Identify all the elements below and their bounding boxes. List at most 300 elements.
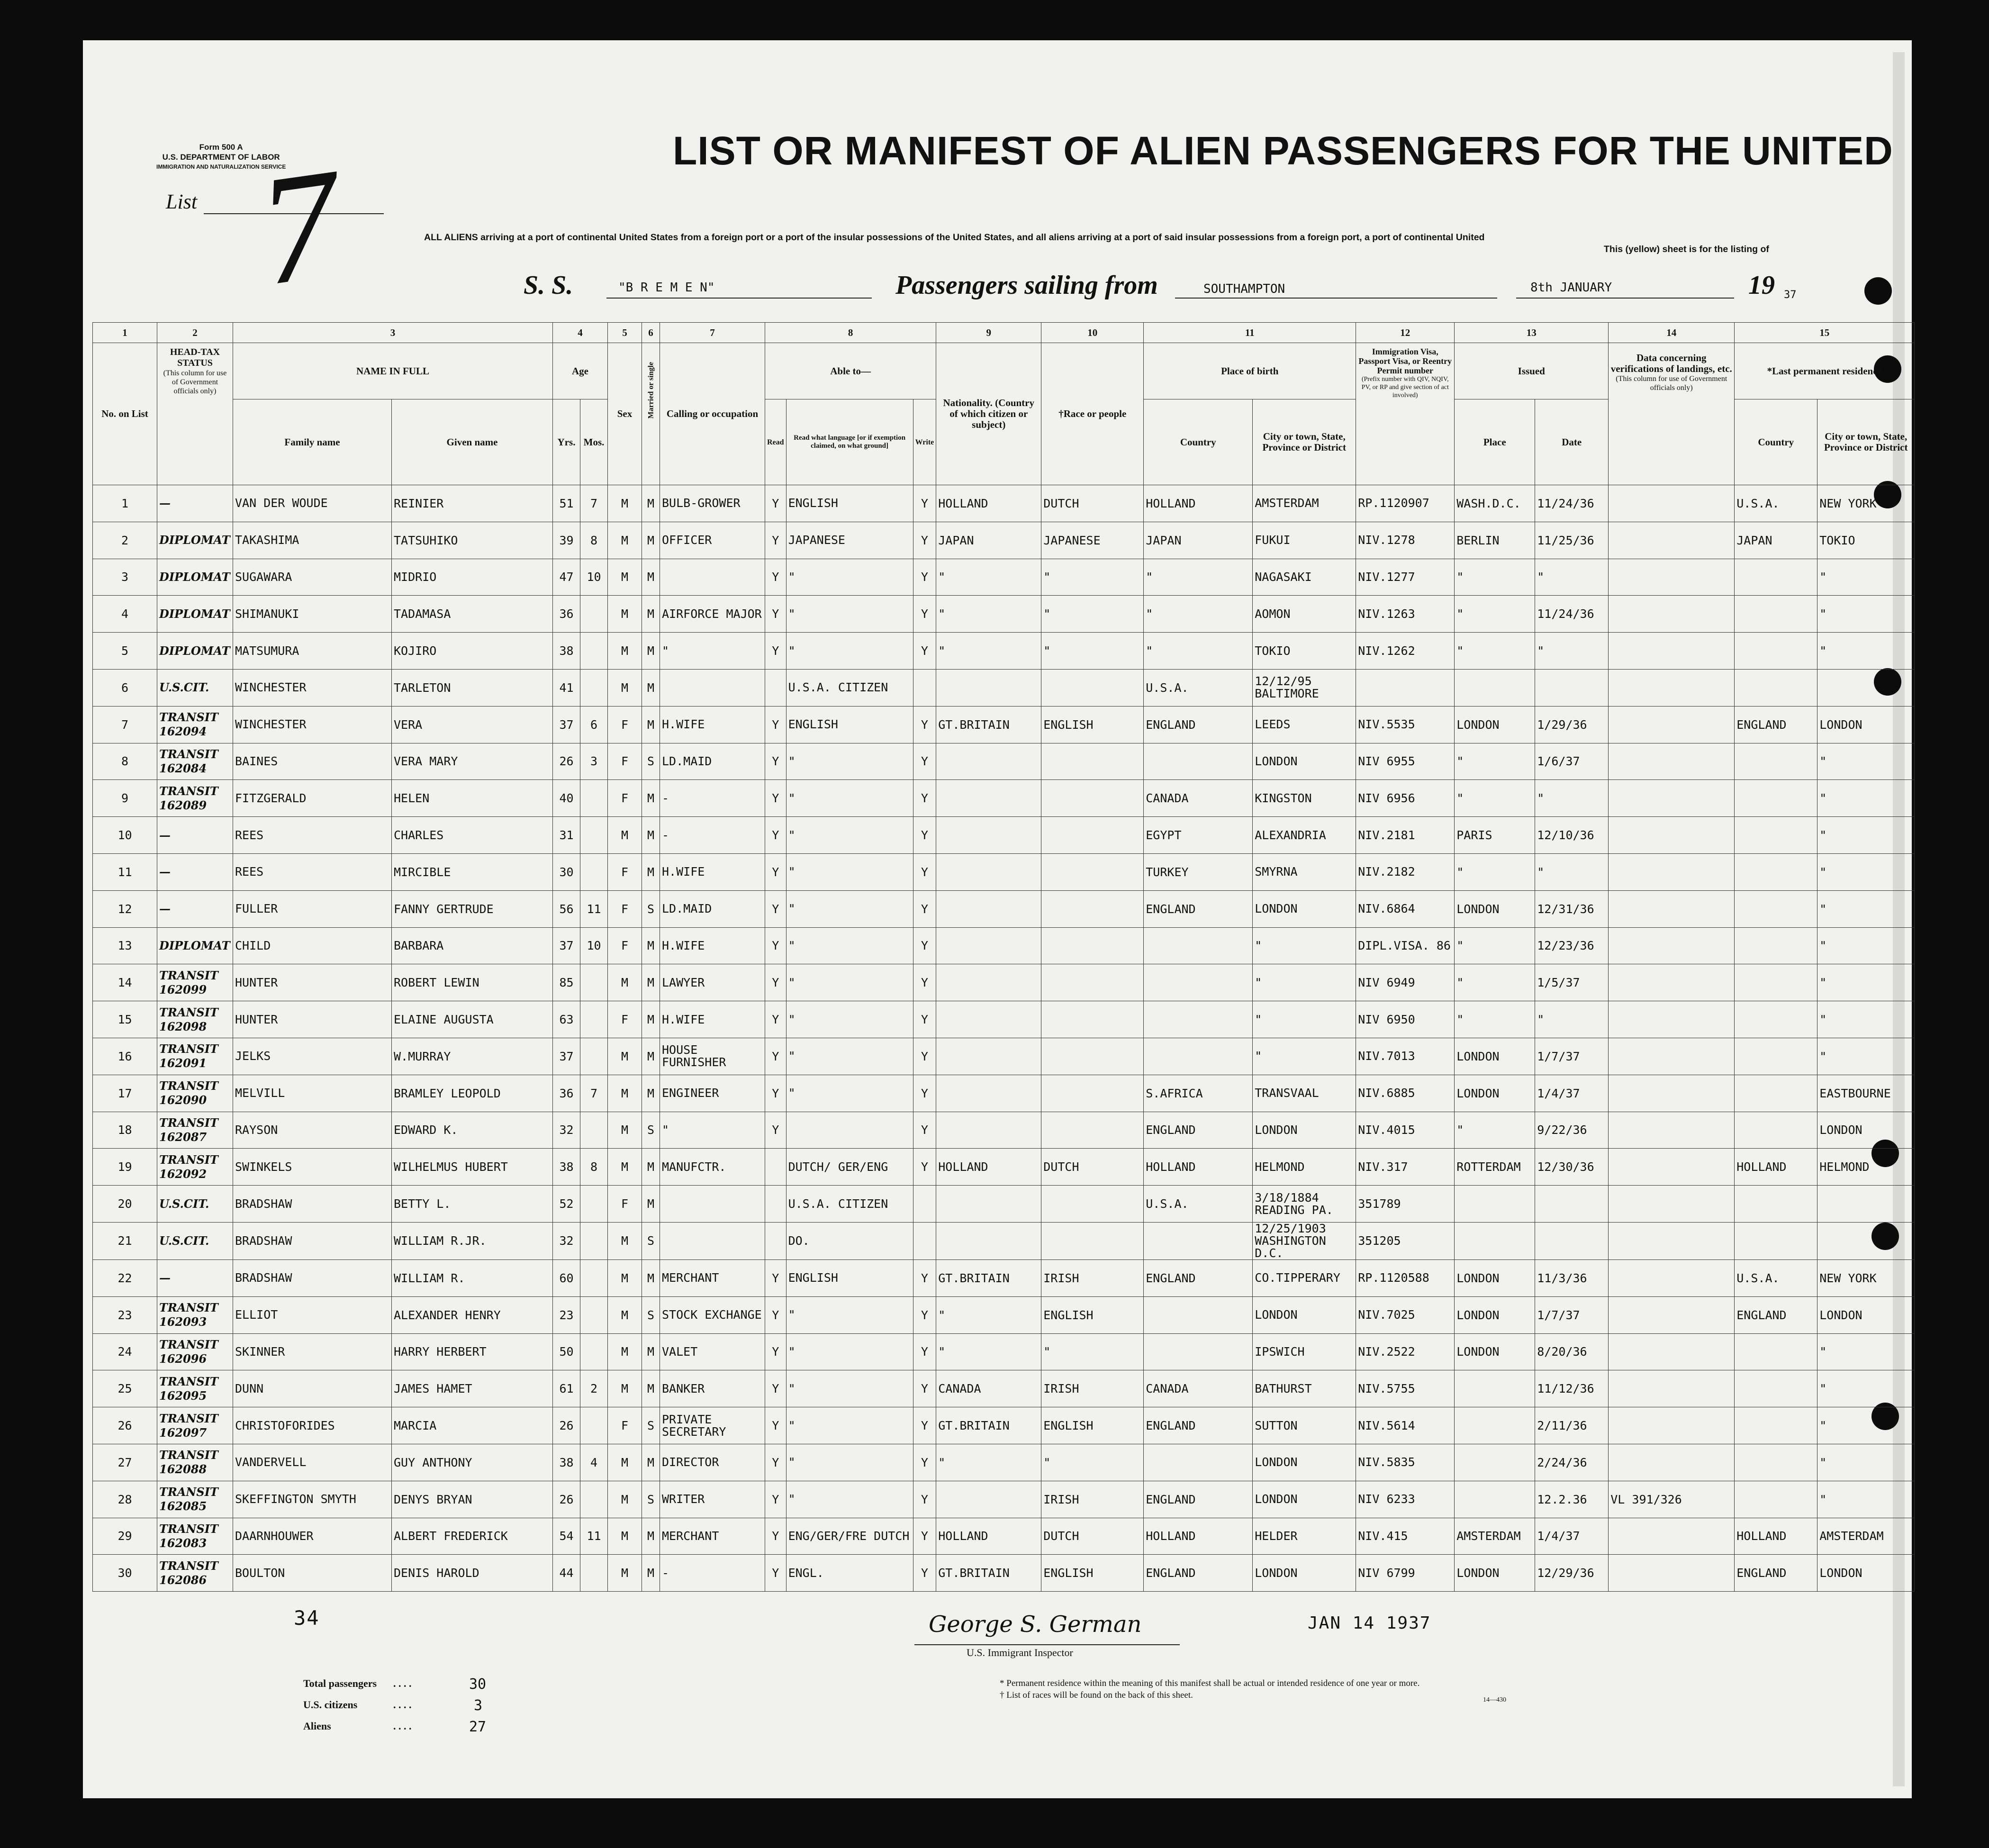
read-language: " [786,890,913,927]
issued-place: PARIS [1455,817,1535,854]
visa-number: NIV 6949 [1356,964,1455,1001]
head-tax-status: TRANSIT 162088 [157,1444,233,1481]
family-name: SKEFFINGTON SMYTH [233,1481,392,1518]
marital-status: M [642,1075,660,1112]
sex: M [608,1444,642,1481]
issued-place: " [1455,743,1535,780]
verification [1609,1407,1735,1444]
passenger-rows [93,485,1915,1592]
birth-country: U.S.A. [1144,1186,1253,1223]
can-read: Y [765,1296,787,1333]
col-num-9: 9 [936,323,1041,343]
nationality: " [936,559,1041,596]
age-years: 41 [553,669,580,706]
family-name-header: Family name [233,399,392,485]
sailing-label: Passengers sailing from [895,271,1158,300]
issued-date: 11/3/36 [1535,1259,1609,1296]
us-citizens: 3 [474,1697,483,1714]
can-write: Y [913,1112,936,1149]
verification [1609,1444,1735,1481]
given-name: WILLIAM R.JR. [392,1222,553,1259]
given-name: FANNY GERTRUDE [392,890,553,927]
head-tax-status: — [157,853,233,890]
given-name: WILHELMUS HUBERT [392,1149,553,1186]
given-name: BARBARA [392,927,553,964]
birth-city: 3/18/1884 READING PA. [1253,1186,1356,1223]
verification [1609,485,1735,522]
residence-country [1735,1407,1817,1444]
issued-place: " [1455,559,1535,596]
age-years: 50 [553,1333,580,1370]
can-read: Y [765,706,787,743]
visa-number: NIV.4015 [1356,1112,1455,1149]
nationality [936,1222,1041,1259]
passenger-row [93,817,1915,854]
can-read: Y [765,1259,787,1296]
marital-status: S [642,1481,660,1518]
verification [1609,596,1735,633]
passenger-row [93,964,1915,1001]
residence-country [1735,1481,1817,1518]
birth-city: AMSTERDAM [1253,485,1356,522]
given-name: ELAINE AUGUSTA [392,1001,553,1038]
residence-country [1735,780,1817,817]
age-years: 38 [553,1149,580,1186]
family-name: BRADSHAW [233,1186,392,1223]
row-number: 22 [93,1259,157,1296]
write-header: Write [913,399,936,485]
passenger-row [93,669,1915,706]
can-read: Y [765,1038,787,1075]
can-read: Y [765,633,787,670]
occupation: " [660,1112,765,1149]
marital-status: S [642,1407,660,1444]
residence-city: " [1817,964,1915,1001]
family-name: MELVILL [233,1075,392,1112]
sex: M [608,817,642,854]
residence-city: " [1817,1407,1915,1444]
age-years: 26 [553,1407,580,1444]
occupation: LD.MAID [660,890,765,927]
can-read [765,1186,787,1223]
residence-city: " [1817,927,1915,964]
can-write [913,669,936,706]
head-tax-status: DIPLOMAT [157,633,233,670]
row-number: 1 [93,485,157,522]
total-passengers: 30 [469,1676,487,1693]
read-language: " [786,853,913,890]
visa-number: NIV.2522 [1356,1333,1455,1370]
nationality: " [936,1444,1041,1481]
mos-header: Mos. [580,399,608,485]
visa-number: NIV 6799 [1356,1555,1455,1592]
read-language: ENGL. [786,1555,913,1592]
passenger-row [93,706,1915,743]
race: IRISH [1041,1481,1144,1518]
visa-number: 351789 [1356,1186,1455,1223]
birth-city: " [1253,1001,1356,1038]
sex: F [608,706,642,743]
read-header: Read [765,399,787,485]
age-months: 10 [580,559,608,596]
race [1041,890,1144,927]
birth-country: CANADA [1144,1370,1253,1407]
age-months [580,1038,608,1075]
race: IRISH [1041,1370,1144,1407]
col-num-14: 14 [1609,323,1735,343]
marital-status: M [642,964,660,1001]
age-months: 3 [580,743,608,780]
family-name: CHILD [233,927,392,964]
sex: M [608,964,642,1001]
nationality [936,853,1041,890]
race [1041,780,1144,817]
row-number: 9 [93,780,157,817]
can-write: Y [913,1001,936,1038]
read-language: U.S.A. CITIZEN [786,669,913,706]
occupation: BULB-GROWER [660,485,765,522]
residence-city [1817,1186,1915,1223]
given-name: BETTY L. [392,1186,553,1223]
birth-country [1144,1222,1253,1259]
visa-number: NIV.5835 [1356,1444,1455,1481]
family-name: RAYSON [233,1112,392,1149]
issued-place [1455,1407,1535,1444]
can-write [913,1186,936,1223]
occupation: " [660,633,765,670]
residence-city: NEW YORK [1817,1259,1915,1296]
residence-country [1735,817,1817,854]
residence-country [1735,890,1817,927]
verification [1609,1149,1735,1186]
residence-country [1735,1186,1817,1223]
verification [1609,1333,1735,1370]
verification [1609,890,1735,927]
age-years: 47 [553,559,580,596]
note-race-list: † List of races will be found on the back of this sheet. [1000,1690,1193,1700]
race [1041,669,1144,706]
sex-header: Sex [608,343,642,485]
col-num-8: 8 [765,323,936,343]
age-header: Age [553,343,608,399]
race [1041,927,1144,964]
verif-note: (This column for use of Government officials only) [1616,375,1727,392]
visa-number: RP.1120588 [1356,1259,1455,1296]
issued-header: Issued [1455,343,1609,399]
age-years: 26 [553,1481,580,1518]
birth-city: HELDER [1253,1518,1356,1555]
sailing-date: 8th JANUARY [1530,281,1612,295]
birth-city: NAGASAKI [1253,559,1356,596]
row-number: 23 [93,1296,157,1333]
head-tax-status: — [157,817,233,854]
residence-city: " [1817,853,1915,890]
us-citizens-dots: . . . . [393,1699,412,1711]
marital-status: M [642,1001,660,1038]
name-in-full-header: NAME IN FULL [233,343,553,399]
age-years: 61 [553,1370,580,1407]
residence-city: " [1817,596,1915,633]
residence-city: " [1817,780,1915,817]
row-number: 12 [93,890,157,927]
can-write: Y [913,1370,936,1407]
nationality [936,1038,1041,1075]
given-name: ROBERT LEWIN [392,964,553,1001]
issued-date: 11/25/36 [1535,522,1609,559]
sex: M [608,669,642,706]
ss-label: S. S. [524,271,573,300]
visa-number: NIV 6233 [1356,1481,1455,1518]
head-tax-status: DIPLOMAT [157,559,233,596]
occupation: DIRECTOR [660,1444,765,1481]
can-read: Y [765,1444,787,1481]
row-number: 28 [93,1481,157,1518]
occupation: ENGINEER [660,1075,765,1112]
age-months [580,669,608,706]
can-write: Y [913,1296,936,1333]
issued-date: " [1535,559,1609,596]
residence-country [1735,1001,1817,1038]
issued-date: " [1535,853,1609,890]
issued-date: 2/24/36 [1535,1444,1609,1481]
passenger-row [93,1112,1915,1149]
occupation: LAWYER [660,964,765,1001]
nationality-header: Nationality. (Country of which citizen or subject) [936,343,1041,485]
given-name: HELEN [392,780,553,817]
sex: F [608,927,642,964]
passenger-row [93,1075,1915,1112]
age-years: 60 [553,1259,580,1296]
read-language: " [786,1001,913,1038]
marital-status: M [642,853,660,890]
family-name: JELKS [233,1038,392,1075]
read-language: ENG/GER/FRE DUTCH [786,1518,913,1555]
race-header: †Race or people [1041,343,1144,485]
issued-date: 12/23/36 [1535,927,1609,964]
family-name: WINCHESTER [233,706,392,743]
family-name: BRADSHAW [233,1259,392,1296]
can-read [765,669,787,706]
issued-place: WASH.D.C. [1455,485,1535,522]
issued-place: LONDON [1455,1038,1535,1075]
marital-status: M [642,633,660,670]
nationality [936,817,1041,854]
year-prefix: 19 [1748,271,1775,300]
birth-country: CANADA [1144,780,1253,817]
residence-country [1735,927,1817,964]
verification [1609,1038,1735,1075]
visa-number: NIV.7025 [1356,1296,1455,1333]
passenger-row [93,890,1915,927]
can-read [765,1222,787,1259]
marital-status: M [642,1149,660,1186]
col-num-7: 7 [660,323,765,343]
sex: M [608,485,642,522]
residence-city: TOKIO [1817,522,1915,559]
residence-city: NEW YORK [1817,485,1915,522]
race: " [1041,633,1144,670]
issued-date: 11/24/36 [1535,485,1609,522]
head-tax-status: TRANSIT 162085 [157,1481,233,1518]
occupation: OFFICER [660,522,765,559]
occupation: VALET [660,1333,765,1370]
row-number: 15 [93,1001,157,1038]
res-country-header: Country [1735,399,1817,485]
birth-city: FUKUI [1253,522,1356,559]
residence-city: " [1817,1333,1915,1370]
race: " [1041,596,1144,633]
birth-city: BATHURST [1253,1370,1356,1407]
issued-date: 1/5/37 [1535,964,1609,1001]
occupation: H.WIFE [660,1001,765,1038]
occupation: BANKER [660,1370,765,1407]
nationality [936,669,1041,706]
passenger-row [93,743,1915,780]
age-years: 32 [553,1222,580,1259]
head-tax-status: TRANSIT 162092 [157,1149,233,1186]
row-number: 19 [93,1149,157,1186]
given-name: TATSUHIKO [392,522,553,559]
residence-country: ENGLAND [1735,1296,1817,1333]
family-name: DUNN [233,1370,392,1407]
given-name: WILLIAM R. [392,1259,553,1296]
residence-country: ENGLAND [1735,1555,1817,1592]
can-write: Y [913,1518,936,1555]
marital-status: M [642,780,660,817]
issued-place [1455,1186,1535,1223]
ship-name-line [606,298,872,299]
issued-place: " [1455,1001,1535,1038]
birth-country: " [1144,559,1253,596]
head-tax-status: DIPLOMAT [157,927,233,964]
passenger-row [93,1481,1915,1518]
language-header: Read what language [or if exemption claimed, on what ground] [786,399,913,485]
col-num-15: 15 [1735,323,1915,343]
marital-status: M [642,1444,660,1481]
birth-city: TRANSVAAL [1253,1075,1356,1112]
birth-country [1144,1444,1253,1481]
family-name: SHIMANUKI [233,596,392,633]
age-years: 44 [553,1555,580,1592]
residence-city: " [1817,743,1915,780]
family-name: HUNTER [233,1001,392,1038]
issued-place: LONDON [1455,1259,1535,1296]
birth-city: 12/25/1903 WASHINGTON D.C. [1253,1222,1356,1259]
issued-date: " [1535,633,1609,670]
aliens: 27 [469,1719,487,1735]
birth-city: SMYRNA [1253,853,1356,890]
row-number: 17 [93,1075,157,1112]
race: DUTCH [1041,1149,1144,1186]
birth-city: LONDON [1253,743,1356,780]
can-write: Y [913,1259,936,1296]
issued-place [1455,1481,1535,1518]
issued-date: 11/12/36 [1535,1370,1609,1407]
visa-number: RP.1120907 [1356,485,1455,522]
res-city-header: City or town, State, Province or District [1817,399,1915,485]
age-months: 7 [580,1075,608,1112]
birth-country [1144,927,1253,964]
age-years: 37 [553,706,580,743]
col-num-3: 3 [233,323,553,343]
residence-country [1735,964,1817,1001]
issued-date: " [1535,780,1609,817]
age-months [580,1296,608,1333]
head-tax-status: TRANSIT 162083 [157,1518,233,1555]
residence-city: " [1817,817,1915,854]
birth-city: ALEXANDRIA [1253,817,1356,854]
row-number: 27 [93,1444,157,1481]
issued-place: LONDON [1455,1333,1535,1370]
nationality [936,780,1041,817]
issued-place: " [1455,853,1535,890]
race [1041,1075,1144,1112]
read-language: " [786,743,913,780]
head-tax-status: — [157,485,233,522]
issued-date: 8/20/36 [1535,1333,1609,1370]
can-write: Y [913,1333,936,1370]
visa-number: NIV 6956 [1356,780,1455,817]
verification [1609,1075,1735,1112]
issued-place: " [1455,927,1535,964]
manifest-table [92,322,1915,1592]
race [1041,1001,1144,1038]
birth-city: 12/12/95 BALTIMORE [1253,669,1356,706]
birth-city: LONDON [1253,890,1356,927]
can-write: Y [913,633,936,670]
verification [1609,853,1735,890]
can-read: Y [765,780,787,817]
birth-country: ENGLAND [1144,1259,1253,1296]
race: ENGLISH [1041,1555,1144,1592]
marital-status: M [642,1518,660,1555]
age-years: 63 [553,1001,580,1038]
age-months: 8 [580,1149,608,1186]
col-num-1: 1 [93,323,157,343]
residence-city [1817,669,1915,706]
head-tax-status: TRANSIT 162098 [157,1001,233,1038]
marital-status: M [642,522,660,559]
visa-number: NIV 6950 [1356,1001,1455,1038]
can-read: Y [765,890,787,927]
family-name: REES [233,817,392,854]
birth-city: KINGSTON [1253,780,1356,817]
issued-date: 9/22/36 [1535,1112,1609,1149]
form-id: Form 500 A U.S. DEPARTMENT OF LABOR IMMIGRATION AND NATURALIZATION SERVICE [156,143,286,170]
row-number: 4 [93,596,157,633]
can-read: Y [765,522,787,559]
race [1041,817,1144,854]
head-tax-status: TRANSIT 162086 [157,1555,233,1592]
race: " [1041,1333,1144,1370]
given-name: MARCIA [392,1407,553,1444]
occupation: STOCK EXCHANGE [660,1296,765,1333]
residence-city: LONDON [1817,1296,1915,1333]
read-language: " [786,1038,913,1075]
marital-status: S [642,1222,660,1259]
issued-place [1455,669,1535,706]
age-months [580,1186,608,1223]
given-name: DENYS BRYAN [392,1481,553,1518]
given-name: HARRY HERBERT [392,1333,553,1370]
row-number: 21 [93,1222,157,1259]
verification [1609,1112,1735,1149]
given-name: TADAMASA [392,596,553,633]
passenger-row [93,1444,1915,1481]
issued-place: LONDON [1455,890,1535,927]
birth-city: LONDON [1253,1481,1356,1518]
age-years: 31 [553,817,580,854]
